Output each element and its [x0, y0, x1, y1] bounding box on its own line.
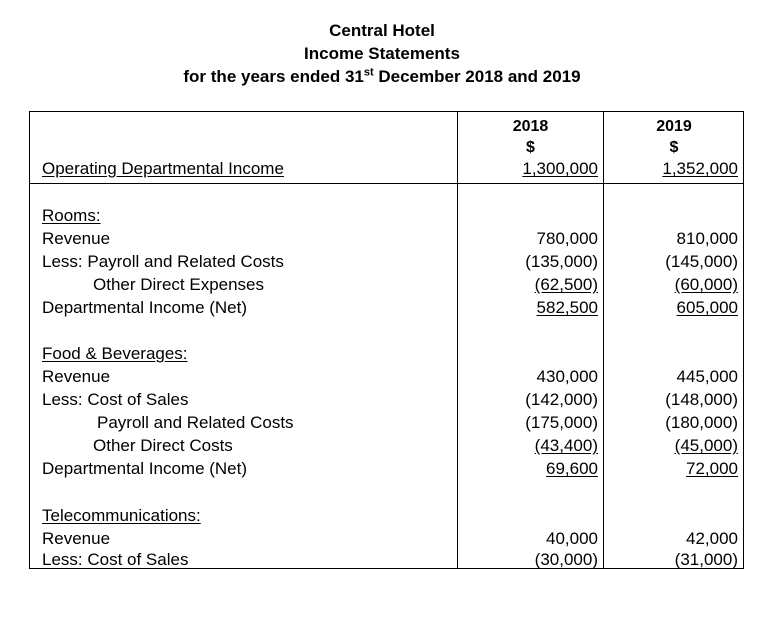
- operating-income-label: Operating Departmental Income: [42, 159, 284, 178]
- period-prefix: for the years ended 31: [183, 67, 364, 86]
- food-cost-of-sales-2019: (148,000): [665, 390, 738, 409]
- food-net-2019: 72,000: [686, 459, 738, 478]
- currency-2018-header: $: [526, 139, 535, 156]
- food-revenue-2018: 430,000: [536, 367, 598, 386]
- period-superscript: st: [363, 66, 374, 79]
- food-revenue-label: Revenue: [42, 367, 111, 386]
- header-rule: [29, 183, 744, 184]
- food-net-label: Departmental Income (Net): [42, 459, 248, 478]
- rooms-revenue-label: Revenue: [42, 229, 111, 248]
- year-2018-header: 2018: [512, 118, 549, 135]
- rooms-net-label: Departmental Income (Net): [42, 298, 248, 317]
- year-2019-header: 2019: [656, 118, 692, 135]
- telecom-revenue-2019: 42,000: [686, 529, 738, 548]
- food-revenue-2019: 445,000: [676, 367, 738, 386]
- food-other-costs-label: Other Direct Costs: [93, 436, 233, 455]
- column-divider-2018: [457, 111, 458, 569]
- food-other-costs-2018: (43,400): [534, 436, 598, 455]
- rooms-other-expenses-2018: (62,500): [534, 275, 598, 294]
- rooms-payroll-2018: (135,000): [525, 252, 598, 271]
- telecom-cost-of-sales-2019: (31,000): [674, 550, 738, 569]
- telecom-revenue-2018: 40,000: [546, 529, 598, 548]
- telecom-heading: Telecommunications:: [42, 506, 201, 525]
- statement-title: Income Statements: [304, 44, 460, 63]
- rooms-other-expenses-label: Other Direct Expenses: [93, 275, 265, 294]
- rooms-revenue-2019: 810,000: [676, 229, 738, 248]
- company-name: Central Hotel: [329, 21, 435, 40]
- rooms-revenue-2018: 780,000: [536, 229, 598, 248]
- telecom-cost-of-sales-label: Less: Cost of Sales: [42, 550, 189, 569]
- column-divider-2019: [603, 111, 604, 569]
- operating-income-2019: 1,352,000: [662, 159, 738, 178]
- food-cost-of-sales-label: Less: Cost of Sales: [42, 390, 189, 409]
- food-other-costs-2019: (45,000): [674, 436, 738, 455]
- statement-period: [0, 66, 764, 87]
- rooms-net-2019: 605,000: [676, 298, 738, 317]
- food-payroll-2018: (175,000): [525, 413, 598, 432]
- rooms-net-2018: 582,500: [536, 298, 598, 317]
- currency-2019-header: $: [669, 139, 679, 156]
- telecom-cost-of-sales-2018: (30,000): [534, 550, 598, 569]
- food-payroll-label: Payroll and Related Costs: [97, 413, 294, 432]
- food-net-2018: 69,600: [546, 459, 598, 478]
- rooms-other-expenses-2019: (60,000): [674, 275, 738, 294]
- rooms-payroll-2019: (145,000): [665, 252, 738, 271]
- food-cost-of-sales-2018: (142,000): [525, 390, 598, 409]
- rooms-heading: Rooms:: [42, 206, 101, 225]
- operating-income-2018: 1,300,000: [522, 159, 598, 178]
- food-payroll-2019: (180,000): [665, 413, 738, 432]
- telecom-revenue-label: Revenue: [42, 529, 111, 548]
- rooms-payroll-label: Less: Payroll and Related Costs: [42, 252, 284, 271]
- period-suffix: December 2018 and 2019: [373, 67, 581, 86]
- food-heading: Food & Beverages:: [42, 344, 188, 363]
